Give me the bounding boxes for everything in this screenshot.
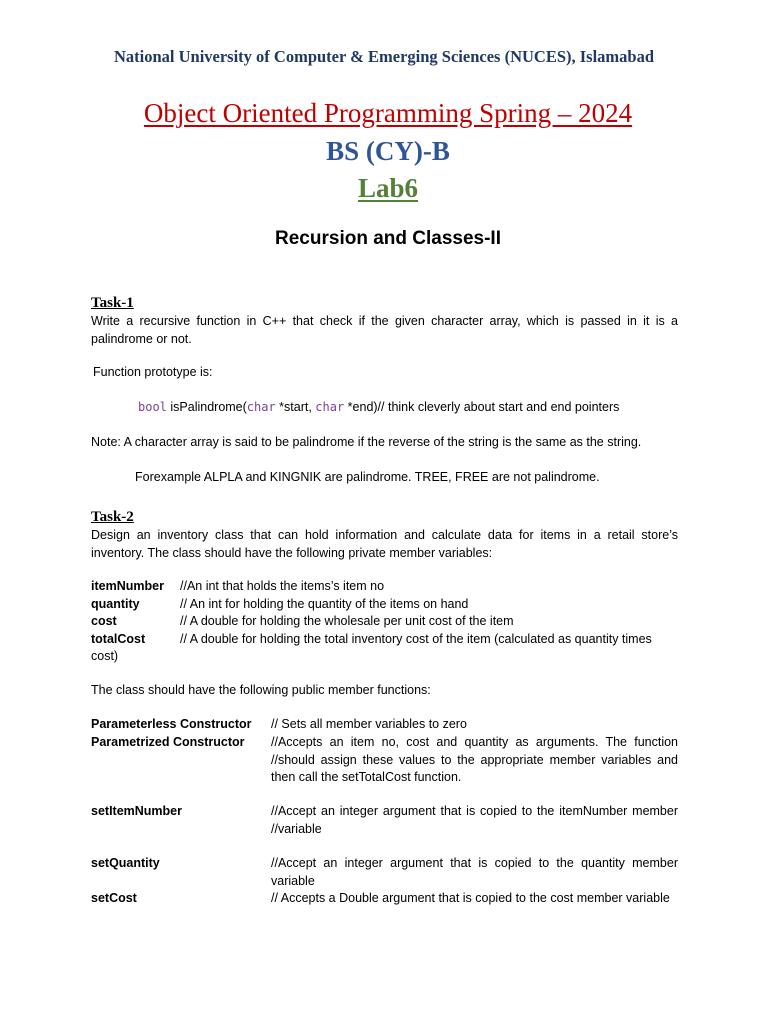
var-name: itemNumber <box>91 579 164 593</box>
task2-description: Design an inventory class that can hold information and calculate data for items in a retail store’s inventory. The class should have the following private member variables: <box>91 528 678 560</box>
lab-subtitle: Recursion and Classes-II <box>275 228 501 249</box>
var-desc: // An int for holding the quantity of the items on hand <box>180 597 469 611</box>
var-desc: // A double for holding the total inventory cost of the item (calculated as quantity times <box>180 632 652 646</box>
task1-heading: Task-1 <box>91 295 134 311</box>
function-desc: //Accept an integer argument that is copied to the quantity member variable <box>271 856 678 888</box>
section-title: BS (CY)-B <box>326 136 450 166</box>
task1-example: Forexample ALPLA and KINGNIK are palindrome. TREE, FREE are not palindrome. <box>135 470 600 484</box>
function-name: Parametrized Constructor <box>91 735 245 749</box>
keyword-char: char <box>315 400 345 414</box>
function-prototype <box>138 399 619 417</box>
functions-intro: The class should have the following public member functions: <box>91 683 431 697</box>
var-desc: // A double for holding the wholesale per unit cost of the item <box>180 614 514 628</box>
prototype-intro: Function prototype is: <box>93 365 213 379</box>
function-name: Parameterless Constructor <box>91 717 252 731</box>
function-name: setItemNumber <box>91 804 182 818</box>
task1-description: Write a recursive function in C++ that check if the given character array, which is passed in it is a palindrome or not. <box>91 314 678 346</box>
course-title: Object Oriented Programming Spring – 2024 <box>143 98 633 128</box>
function-name: setCost <box>91 891 137 905</box>
function-desc: // Sets all member variables to zero <box>271 717 467 731</box>
keyword-bool: bool <box>138 400 167 414</box>
function-desc: // Accepts a Double argument that is copied to the cost member variable <box>271 891 670 905</box>
var-name: quantity <box>91 597 140 611</box>
task2-heading: Task-2 <box>91 509 134 525</box>
var-desc-continuation: cost) <box>91 649 119 663</box>
var-name: cost <box>91 614 117 628</box>
prototype-arg2: *end)// think cleverly about start and end pointers <box>344 400 620 414</box>
var-name: totalCost <box>91 632 146 646</box>
function-name: setQuantity <box>91 856 160 870</box>
var-desc: //An int that holds the items’s item no <box>180 579 385 593</box>
function-desc: //Accept an integer argument that is copied to the itemNumber member //variable <box>271 804 678 836</box>
function-desc: //Accepts an item no, cost and quantity as arguments. The function //should assign these values to the appropriate member variables and then call the setTotalCost function. <box>271 735 678 784</box>
prototype-fn: isPalindrome( <box>166 400 247 414</box>
task1-note: Note: A character array is said to be palindrome if the reverse of the string is the same as the string. <box>91 435 642 449</box>
prototype-arg1: *start, <box>275 400 316 414</box>
lab-title: Lab6 <box>357 173 419 203</box>
keyword-char: char <box>246 400 276 414</box>
university-name: National University of Computer & Emerging Sciences (NUCES), Islamabad <box>113 47 655 66</box>
